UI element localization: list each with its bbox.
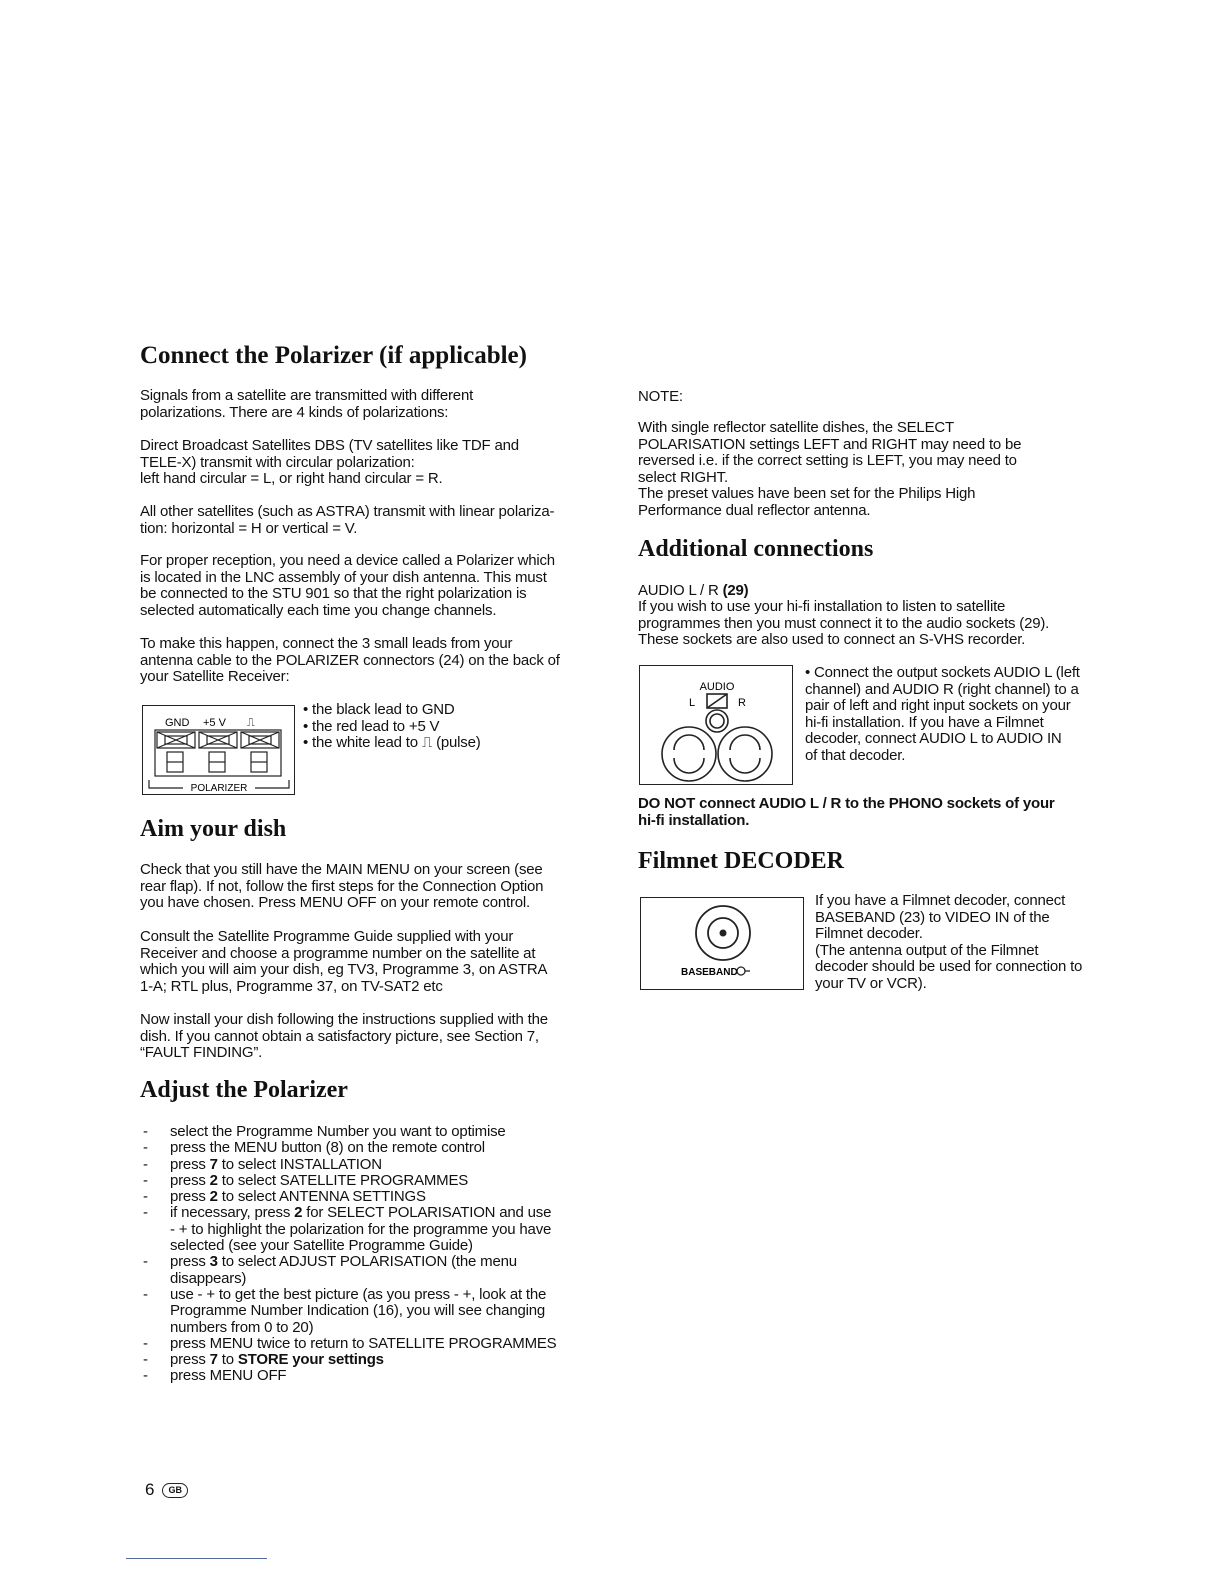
audio-connect-paragraph: • Connect the output sockets AUDIO L (left channel) and AUDIO R (right channel) to a pair of left and right input sockets on your hi-fi installation. If you have a Filmnet decoder, connect AUDIO L to AUDIO IN of that decoder.	[805, 664, 1080, 764]
pulse-label: ⎍	[247, 716, 255, 729]
adjust-steps-list	[140, 1124, 610, 1385]
polarizer-device-paragraph: For proper reception, you need a device called a Polarizer which is located in the LNC assembly of your dish antenna. This must be connected to the STU 901 so that the right polarization is selected automatically each time you change channels.	[140, 552, 555, 619]
polarizer-label: POLARIZER	[190, 783, 248, 794]
adjust-polarizer-heading: Adjust the Polarizer	[140, 1077, 348, 1103]
note-label: NOTE:	[638, 388, 683, 405]
note-paragraph: With single reflector satellite dishes, the SELECT POLARISATION settings LEFT and RIGHT may need to be reversed i.e. if the correct setting is LEFT, you may need to select RIGHT. The preset values have been set for the Philips High Performance dual reflector antenna.	[638, 419, 1022, 519]
filmnet-paragraph: If you have a Filmnet decoder, connect BASEBAND (23) to VIDEO IN of the Filmnet decoder. (The antenna output of the Filmnet decoder should be used for connection to your TV or VCR).	[815, 892, 1083, 992]
baseband-socket-icon	[641, 898, 805, 991]
aim-dish-p1: Check that you still have the MAIN MENU on your screen (see rear flap). If not, follow the first steps for the Connection Option you have chosen. Press MENU OFF on your remote control.	[140, 861, 544, 911]
audio-warning: DO NOT connect AUDIO L / R to the PHONO sockets of your hi-fi installation.	[638, 795, 1055, 829]
connect-polarizer-heading: Connect the Polarizer (if applicable)	[140, 342, 527, 369]
step-item: - press 7 to STORE your settings	[143, 1351, 384, 1369]
audio-l-label: L	[688, 697, 696, 709]
bullet-black-lead: • the black lead to GND	[303, 701, 455, 718]
aim-dish-p3: Now install your dish following the instructions supplied with the dish. If you cannot obtain a satisfactory picture, see Section 7, “FAULT FINDING”.	[140, 1011, 548, 1061]
bullet-red-lead: • the red lead to +5 V	[303, 717, 440, 735]
audio-label: AUDIO	[699, 681, 735, 693]
audio-socket-diagram	[639, 665, 793, 785]
page-number: 6	[145, 1480, 155, 1499]
filmnet-heading: Filmnet DECODER	[638, 848, 844, 874]
step-item: - press 7 to select INSTALLATION	[143, 1155, 382, 1173]
step-item: - press 3 to select ADJUST POLARISATION (the menu disappears)	[143, 1253, 517, 1287]
page-footer	[145, 1480, 188, 1500]
baseband-socket-diagram	[640, 897, 804, 990]
step-item: - press 2 to select SATELLITE PROGRAMMES	[143, 1171, 469, 1189]
lead-bullets	[303, 702, 481, 752]
audio-socket-icon	[640, 666, 794, 786]
bullet-white-lead: • the white lead to ⎍ (pulse)	[303, 734, 481, 751]
step-item: - press MENU twice to return to SATELLITE PROGRAMMES	[143, 1334, 557, 1352]
dbs-paragraph: Direct Broadcast Satellites DBS (TV satellites like TDF and TELE-X) transmit with circular polarization: left hand circular = L, or right hand circular = R.	[140, 437, 519, 487]
step-item: - select the Programme Number you want to optimise	[143, 1123, 506, 1140]
plus5v-label: +5 V	[203, 717, 226, 729]
gb-language-badge: GB	[162, 1483, 188, 1498]
step-item: - press 2 to select ANTENNA SETTINGS	[143, 1188, 426, 1206]
audio-paragraph: If you wish to use your hi-fi installation to listen to satellite programmes then you must connect it to the audio sockets (29). These sockets are also used to connect an S-VHS recorder.	[638, 598, 1050, 648]
polarizer-connector-icon	[143, 706, 296, 796]
audio-r-label: R	[738, 697, 746, 709]
bottom-rule	[126, 1558, 267, 1559]
step-item: - press the MENU button (8) on the remote control	[143, 1139, 485, 1157]
polarizations-intro: Signals from a satellite are transmitted with different polarizations. There are 4 kinds of polarizations:	[140, 387, 474, 421]
baseband-label: BASEBAND	[681, 967, 738, 978]
linear-paragraph: All other satellites (such as ASTRA) transmit with linear polariza- tion: horizontal = H or vertical = V.	[140, 503, 555, 537]
audio-heading: AUDIO L / R (29)	[638, 582, 749, 599]
polarizer-connector-diagram	[142, 705, 295, 795]
aim-dish-heading: Aim your dish	[140, 816, 287, 842]
aim-dish-p2: Consult the Satellite Programme Guide supplied with your Receiver and choose a programme number on the satellite at which you will aim your dish, eg TV3, Programme 3, on ASTRA 1-A; RTL plus, Programme 37, on TV-SAT2 etc	[140, 928, 548, 995]
additional-connections-heading: Additional connections	[638, 536, 874, 562]
gnd-label: GND	[165, 717, 190, 729]
step-item: - use - + to get the best picture (as you press - +, look at the Programme Number Indication (16), you will see changing numbers from 0 to 20)	[143, 1285, 547, 1336]
step-item: - press MENU OFF	[143, 1367, 287, 1385]
connect-leads-paragraph: To make this happen, connect the 3 small leads from your antenna cable to the POLARIZER connectors (24) on the back of your Satellite Receiver:	[140, 635, 560, 685]
step-item: - if necessary, press 2 for SELECT POLARISATION and use - + to highlight the polarization for the programme you have selected (see your Satellite Programme Guide)	[143, 1204, 552, 1255]
